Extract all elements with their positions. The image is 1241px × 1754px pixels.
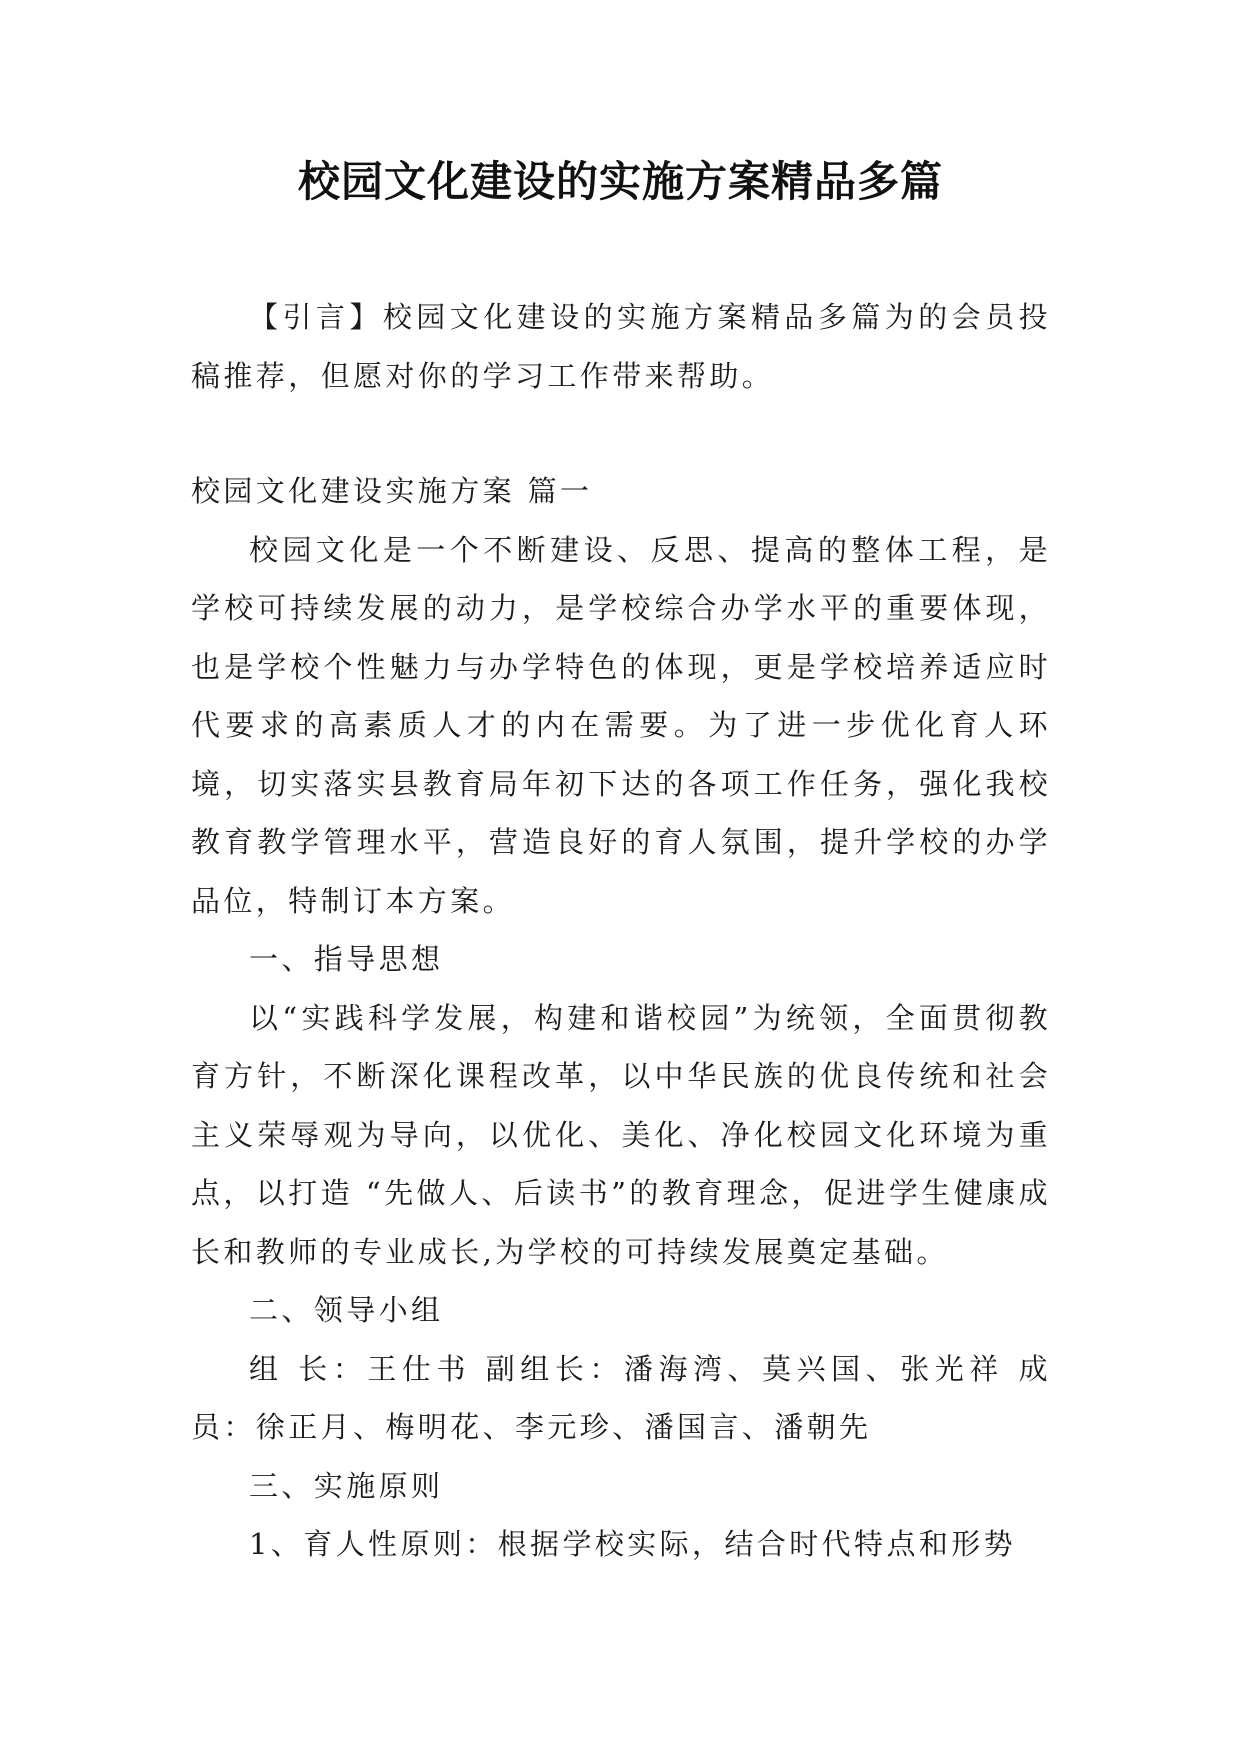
- paragraph-intro-text: 校园文化是一个不断建设、反思、提高的整体工程，是学校可持续发展的动力，是学校综合办学水平的重要体现，也是学校个性魅力与办学特色的体现，更是学校培养适应时代要求的高素质人才的内在需要。为了进一步优化育人环境，切实落实县教育局年初下达的各项工作任务，强化我校教育教学管理水平，营造良好的育人氛围，提升学校的办学品位，特制订本方案。: [191, 532, 1051, 918]
- intro-block: [191, 288, 1051, 405]
- paragraph-leadership-members: 组 长：王仕书 副组长：潘海湾、莫兴国、张光祥 成员：徐正月、梅明花、李元珍、潘国言、潘朝先: [191, 1351, 1051, 1444]
- paragraph-principle-1: 1、育人性原则：根据学校实际，结合时代特点和形势: [249, 1527, 1017, 1561]
- heading-leadership-group: 二、领导小组: [249, 1293, 444, 1327]
- paragraph-guiding-ideology: 以“实践科学发展，构建和谐校园”为统领，全面贯彻教育方针，不断深化课程改革，以中华民族的优良传统和社会主义荣辱观为导向，以优化、美化、净化校园文化环境为重点，以打造 “先做人、后读书”的教育理念，促进学生健康成长和教师的专业成长,为学校的可持续发展奠定基础。: [191, 1000, 1051, 1269]
- heading-guiding-ideology: 一、指导思想: [249, 942, 444, 976]
- section-heading: 校园文化建设实施方案 篇一: [191, 474, 593, 508]
- intro-paragraph: 【引言】校园文化建设的实施方案精品多篇为的会员投稿推荐，但愿对你的学习工作带来帮助。: [191, 300, 1051, 393]
- main-block: [191, 462, 1051, 1574]
- heading-implementation-principles: 三、实施原则: [249, 1468, 444, 1503]
- document-title: 校园文化建设的实施方案精品多篇: [297, 157, 943, 206]
